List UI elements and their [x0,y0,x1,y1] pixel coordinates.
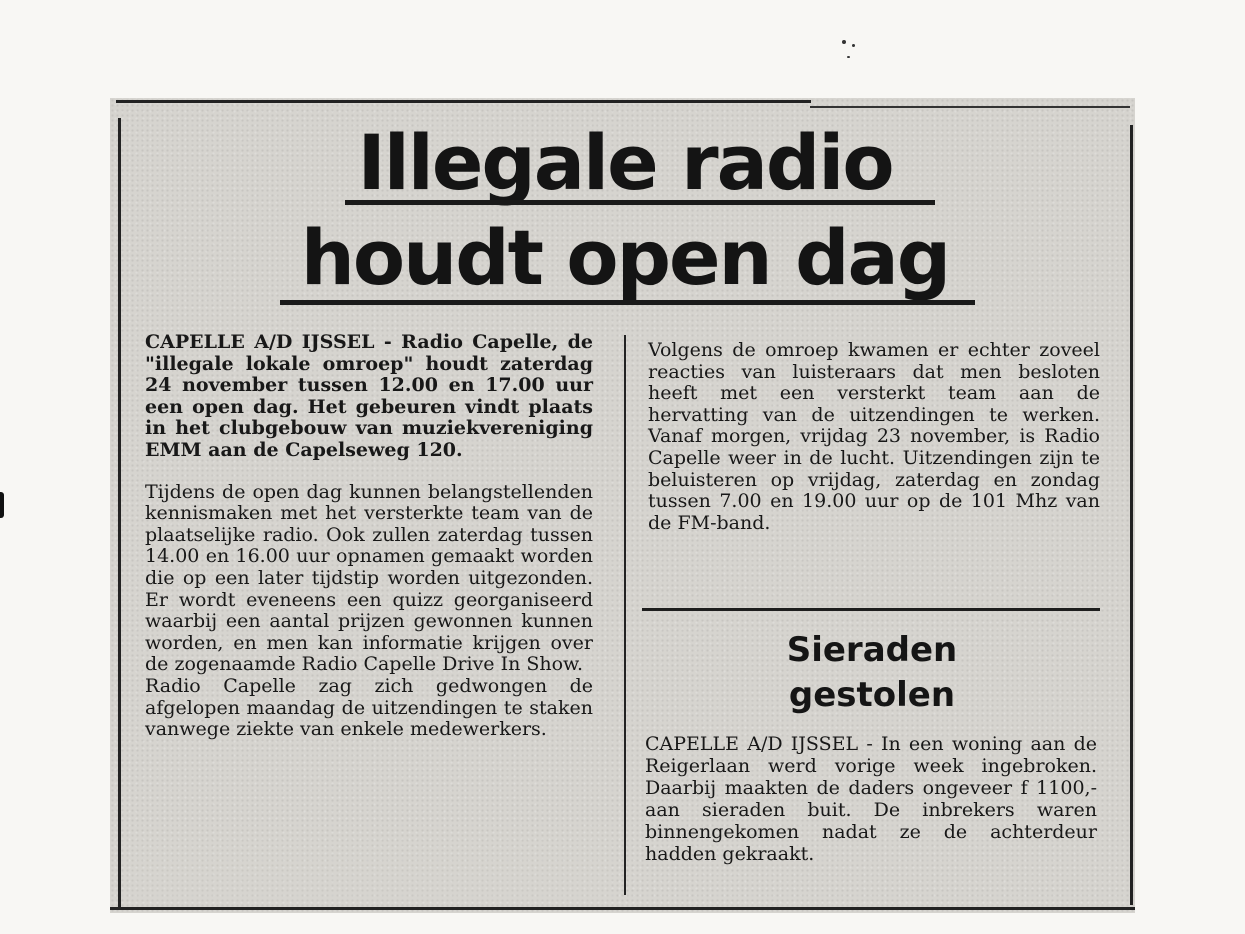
scan-edge-mark [0,492,4,518]
dust-speck [852,44,855,47]
article-paragraph: Volgens de omroep kwamen er echter zoveel reacties van luisteraars dat men besloten heeft met een versterkt team aan de hervatting van de uitzendingen te werken. Vanaf morgen, vrijdag 23 november, is Radio Capelle weer in de lucht. Uitzendingen zijn te beluisteren op vrijdag, zaterdag en zondag tussen 7.00 en 19.00 uur op de 101 Mhz van de FM-band. [648,339,1100,534]
headline-underline [280,300,975,305]
faded-print-area [130,822,610,902]
article-paragraph: Tijdens de open dag kunnen belangstellenden kennismaken met het versterkte team van de plaatselijke radio. Ook zullen zaterdag tussen 14.00 en 16.00 uur opnamen gemaakt worden die op een later tijdstip worden uitgezonden. Er wordt eveneens een quizz georganiseerd waarbij een aantal prijzen gewonnen kunnen worden, en men kan informatie krijgen over de zogenaamde Radio Capelle Drive In Show. [145,480,593,676]
article-right-column [648,340,1100,534]
second-article-headline-line1: Sieraden [786,630,958,670]
dust-speck [847,56,850,58]
clipping-border-bottom [110,907,1135,910]
article-paragraph: Radio Capelle zag zich gedwongen de afgelopen maandag de uitzendingen te staken vanwege ziekte van enkele medewerkers. [145,674,593,741]
article-left-column [145,332,593,741]
second-article-headline-line2: gestolen [788,675,956,715]
second-article-paragraph: CAPELLE A/D IJSSEL - In een woning aan de Reigerlaan werd vorige week ingebroken. Daarbij maakten de daders ongeveer f 1100,- aan sieraden buit. De inbrekers waren binnengekomen nadat ze de achterdeur hadden gekraakt. [645,733,1097,865]
article-separator [642,608,1100,611]
clipping-border-top [810,106,1130,108]
article-headline-line2: houdt open dag [300,213,950,302]
clipping-border-left [118,118,121,908]
clipping-border-right [1130,125,1133,905]
dust-speck [842,40,846,44]
second-article-body [645,733,1097,865]
headline-underline [345,200,935,205]
article-headline-line1: Illegale radio [357,118,893,207]
clipping-border-top [116,100,811,103]
column-divider [624,335,626,895]
article-lead-paragraph: CAPELLE A/D IJSSEL - Radio Capelle, de "illegale lokale omroep" houdt zaterdag 24 november tussen 12.00 en 17.00 uur een open dag. Het gebeuren vindt plaats in het clubgebouw van muziekvereniging EMM aan de Capelseweg 120. [145,331,593,461]
